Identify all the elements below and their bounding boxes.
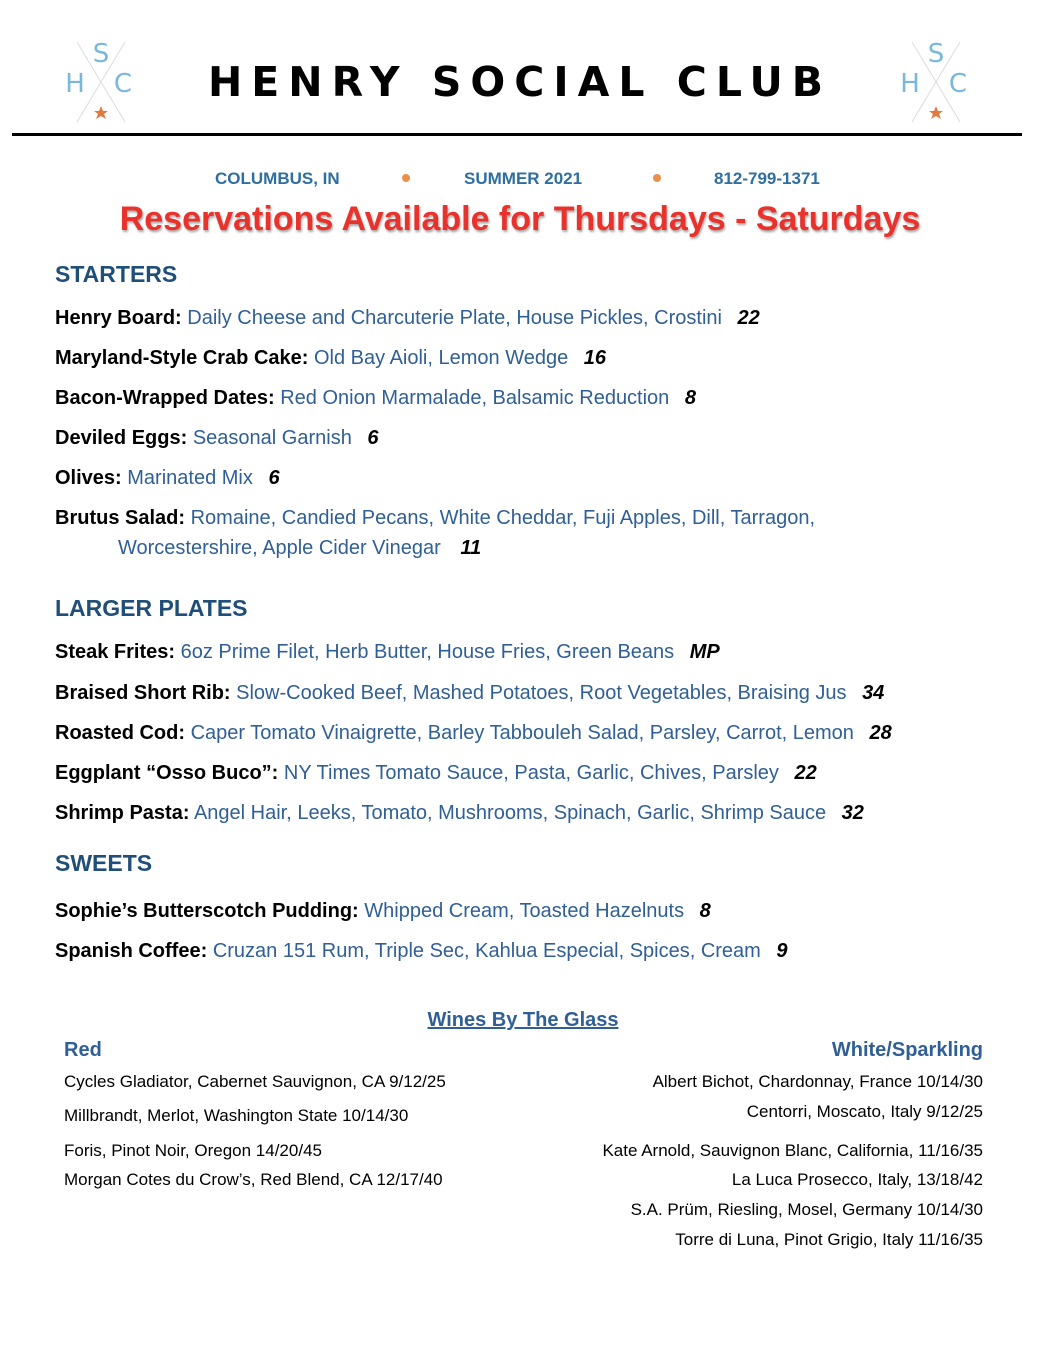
section-title-larger-plates: LARGER PLATES: [55, 595, 248, 621]
wine-item-white: Centorri, Moscato, Italy 9/12/25: [746, 1102, 983, 1121]
menu-item-continuation: [118, 537, 481, 560]
page-title: HENRY SOCIAL CLUB: [207, 58, 833, 106]
wine-heading-red: Red: [64, 1039, 102, 1061]
location: COLUMBUS, IN: [215, 169, 340, 188]
item-price: 9: [776, 940, 788, 962]
logo-letter-h: H: [900, 69, 920, 99]
item-description: 6oz Prime Filet, Herb Butter, House Fries, Green Beans: [180, 641, 675, 663]
section-title-starters: STARTERS: [55, 261, 178, 287]
menu-item: [55, 427, 379, 450]
item-description: NY Times Tomato Sauce, Pasta, Garlic, Chives, Parsley: [283, 762, 779, 784]
item-description: Red Onion Marmalade, Balsamic Reduction: [280, 387, 670, 409]
item-description: Slow-Cooked Beef, Mashed Potatoes, Root Vegetables, Braising Jus: [236, 682, 847, 704]
wine-item-white: Kate Arnold, Sauvignon Blanc, California, 11/16/35: [602, 1141, 983, 1160]
item-price: 34: [862, 682, 885, 704]
menu-item: [55, 387, 696, 410]
item-price: 6: [367, 427, 379, 449]
wine-item-white: Albert Bichot, Chardonnay, France 10/14/30: [652, 1072, 983, 1091]
menu-item: [55, 940, 788, 963]
menu-item: [55, 802, 864, 825]
item-name: Brutus Salad:: [55, 507, 186, 529]
item-price: 28: [869, 722, 892, 744]
wine-item-red: Millbrandt, Merlot, Washington State 10/14/30: [64, 1106, 409, 1125]
item-description: Daily Cheese and Charcuterie Plate, House Pickles, Crostini: [187, 307, 722, 329]
item-name: Eggplant “Osso Buco”:: [55, 762, 279, 784]
item-description: Cruzan 151 Rum, Triple Sec, Kahlua Especial, Spices, Cream: [212, 940, 761, 962]
item-name: Roasted Cod:: [55, 722, 185, 744]
phone-number: 812-799-1371: [714, 169, 820, 188]
star-icon: [929, 106, 943, 119]
item-price: 8: [684, 387, 696, 409]
item-price: 11: [460, 537, 482, 559]
menu-item: [55, 682, 884, 705]
logo-letter-c: C: [113, 69, 133, 99]
menu-item: [55, 762, 817, 785]
item-description: Angel Hair, Leeks, Tomato, Mushrooms, Spinach, Garlic, Shrimp Sauce: [193, 802, 827, 824]
season: SUMMER 2021: [464, 169, 583, 188]
wine-heading-white: White/Sparkling: [831, 1039, 983, 1061]
menu-item: [55, 467, 280, 490]
item-price: 6: [268, 467, 280, 489]
logo-letter-c: C: [948, 69, 968, 99]
wine-item-red: Morgan Cotes du Crow’s, Red Blend, CA 12/17/40: [64, 1170, 443, 1189]
menu-item: [55, 900, 711, 923]
wine-item-white: S.A. Prüm, Riesling, Mosel, Germany 10/14/30: [630, 1200, 983, 1219]
item-name: Spanish Coffee:: [55, 940, 208, 962]
item-name: Maryland-Style Crab Cake:: [55, 347, 309, 369]
item-description: Old Bay Aioli, Lemon Wedge: [313, 347, 569, 369]
item-price: 8: [699, 900, 711, 922]
item-price: MP: [689, 641, 720, 663]
item-description: Romaine, Candied Pecans, White Cheddar, Fuji Apples, Dill, Tarragon,: [190, 507, 815, 529]
item-name: Deviled Eggs:: [55, 427, 188, 449]
item-price: 22: [737, 307, 760, 329]
item-name: Steak Frites:: [55, 641, 176, 663]
wine-item-white: Torre di Luna, Pinot Grigio, Italy 11/16/35: [675, 1230, 983, 1249]
wine-item-white: La Luca Prosecco, Italy, 13/18/42: [731, 1170, 983, 1189]
item-description: Seasonal Garnish: [192, 427, 352, 449]
wine-item-red: Cycles Gladiator, Cabernet Sauvignon, CA 9/12/25: [64, 1072, 446, 1091]
item-name: Olives:: [55, 467, 122, 489]
wine-item-red: Foris, Pinot Noir, Oregon 14/20/45: [64, 1141, 322, 1160]
item-description: Worcestershire, Apple Cider Vinegar: [118, 537, 441, 559]
item-description: Whipped Cream, Toasted Hazelnuts: [364, 900, 685, 922]
item-price: 16: [583, 347, 607, 369]
item-name: Sophie’s Butterscotch Pudding:: [55, 900, 359, 922]
item-price: 22: [794, 762, 817, 784]
header-divider: [12, 133, 1022, 136]
bullet-dot-icon: [402, 174, 410, 182]
menu-item: [55, 347, 606, 370]
menu-item: [55, 507, 815, 530]
item-description: Caper Tomato Vinaigrette, Barley Tabbouleh Salad, Parsley, Carrot, Lemon: [190, 722, 854, 744]
item-name: Bacon-Wrapped Dates:: [55, 387, 275, 409]
bullet-dot-icon: [653, 174, 661, 182]
logo-letter-s: S: [927, 39, 945, 69]
logo-letter-s: S: [92, 39, 110, 69]
item-name: Shrimp Pasta:: [55, 802, 190, 824]
item-name: Braised Short Rib:: [55, 682, 231, 704]
section-title-sweets: SWEETS: [55, 850, 153, 876]
item-price: 32: [841, 802, 864, 824]
menu-item: [55, 722, 892, 745]
menu-item: [55, 307, 760, 330]
item-description: Marinated Mix: [127, 467, 253, 489]
menu-item: [55, 641, 720, 664]
star-icon: [94, 106, 108, 119]
wines-section-title: Wines By The Glass: [427, 1009, 619, 1031]
reservations-banner: Reservations Available for Thursdays - Saturdays: [119, 200, 921, 238]
logo-letter-h: H: [65, 69, 85, 99]
item-name: Henry Board:: [55, 307, 182, 329]
